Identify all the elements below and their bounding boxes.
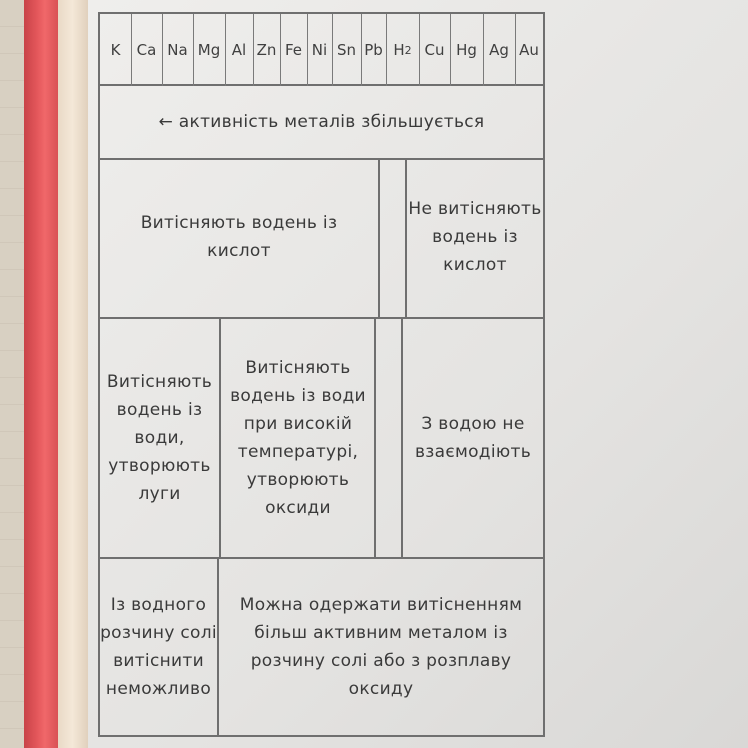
metal-symbol: Ca bbox=[131, 14, 163, 86]
metal-symbol: Ni bbox=[307, 14, 333, 86]
metal-activity-table bbox=[98, 12, 545, 737]
acids-not-displace-cell: Не витісняють водень із кислот bbox=[408, 199, 542, 275]
metal-symbol: Cu bbox=[419, 14, 451, 86]
column-separator bbox=[378, 158, 380, 318]
water-alkali-cell: Витісняють водень із води, утворюють луги bbox=[106, 372, 213, 504]
metal-symbol: Na bbox=[162, 14, 194, 86]
metals-row bbox=[100, 14, 543, 84]
column-separator bbox=[401, 317, 403, 559]
metal-symbol: Zn bbox=[253, 14, 281, 86]
hydrogen-subscript: 2 bbox=[404, 43, 412, 57]
metal-symbol: Al bbox=[225, 14, 254, 86]
table-border-right bbox=[543, 12, 545, 737]
metal-symbol: Sn bbox=[332, 14, 362, 86]
row-separator bbox=[98, 557, 545, 559]
row-separator bbox=[98, 158, 545, 160]
column-separator bbox=[405, 158, 407, 318]
metal-symbol: H bbox=[393, 41, 405, 59]
table-border-bottom bbox=[98, 735, 545, 737]
hydrogen-symbol bbox=[386, 14, 420, 86]
water-no-reaction-cell: З водою не взаємодіють bbox=[414, 414, 532, 462]
metal-symbol: Hg bbox=[450, 14, 484, 86]
metal-symbol: Fe bbox=[280, 14, 308, 86]
metal-symbol: K bbox=[100, 14, 132, 86]
salt-impossible-cell: Із водного розчину солі витіснити неможливо bbox=[100, 595, 217, 699]
metal-symbol: Mg bbox=[193, 14, 226, 86]
red-pen bbox=[24, 0, 62, 748]
metal-symbol: Ag bbox=[483, 14, 516, 86]
metal-symbol: Pb bbox=[361, 14, 387, 86]
water-oxide-cell: Витісняють водень із води при високій температурі, утворюють оксиди bbox=[230, 358, 366, 518]
salt-possible-cell: Можна одержати витісненням більш активним металом із розчину солі або з розплаву оксиду bbox=[239, 595, 523, 699]
activity-direction-label: ← активність металів збільшується bbox=[158, 112, 485, 132]
acids-displace-cell: Витісняють водень із кислот bbox=[140, 213, 338, 261]
column-separator bbox=[219, 317, 221, 559]
column-separator bbox=[374, 317, 376, 559]
metal-symbol: Au bbox=[519, 41, 539, 59]
row-separator bbox=[98, 317, 545, 319]
column-separator bbox=[217, 557, 219, 737]
